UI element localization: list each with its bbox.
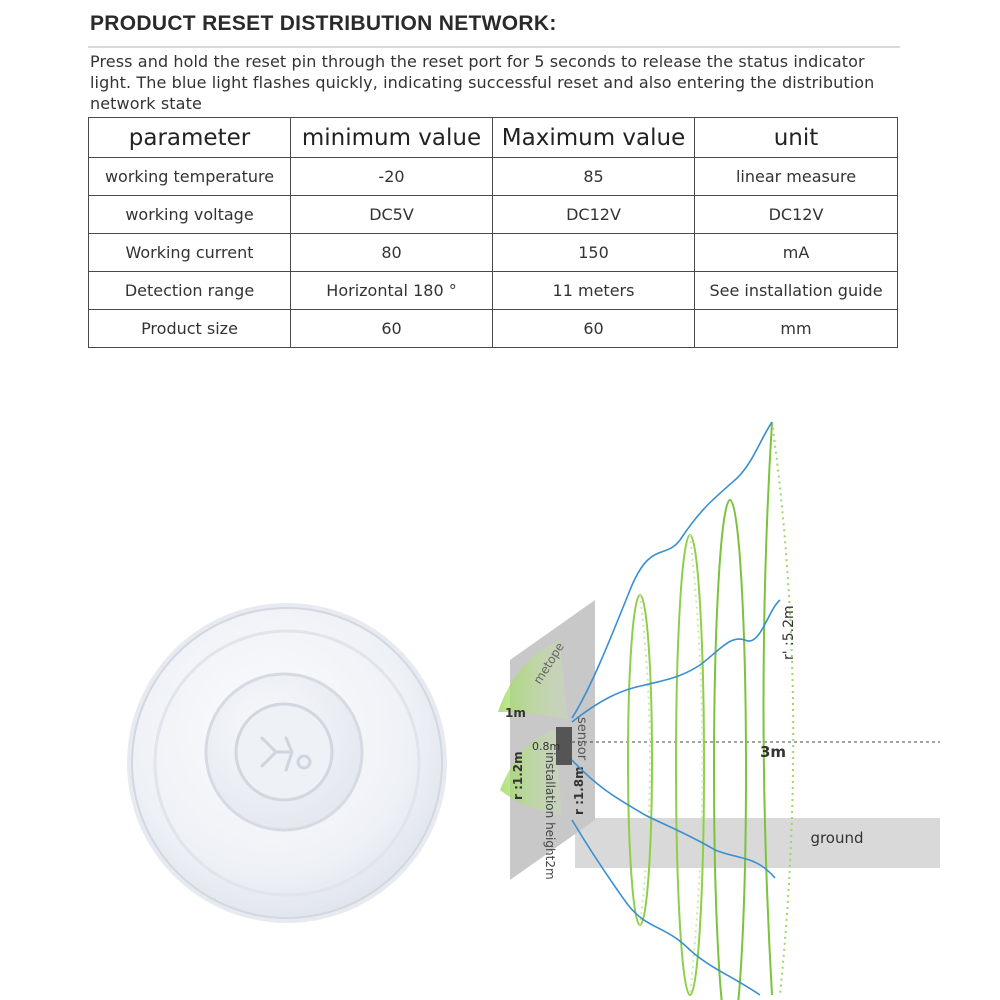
sensor-label: sensor — [574, 717, 589, 761]
table-cell: working voltage — [89, 196, 291, 234]
table-row — [89, 272, 898, 310]
header-parameter: parameter — [89, 118, 291, 158]
table-cell: working temperature — [89, 158, 291, 196]
table-row — [89, 234, 898, 272]
table-cell: See installation guide — [695, 272, 898, 310]
reset-description: Press and hold the reset pin through the reset port for 5 seconds to release the status indicator light. The blue light flashes quickly, indicating successful reset and also entering the distribution network state — [90, 52, 875, 113]
table-row — [89, 310, 898, 348]
cone-ring-2 — [676, 535, 704, 995]
wave-upper-outer — [572, 422, 772, 718]
table-cell: mA — [695, 234, 898, 272]
cone-ring-4-back — [772, 422, 793, 995]
table-cell: DC12V — [493, 196, 695, 234]
table-cell: linear measure — [695, 158, 898, 196]
label-r-1-8m: r :1.8m — [572, 766, 586, 815]
table-cell: DC5V — [291, 196, 493, 234]
table-cell: 85 — [493, 158, 695, 196]
table-row — [89, 158, 898, 196]
header-unit: unit — [695, 118, 898, 158]
installation-height-label: installation height2m — [543, 752, 557, 880]
label-1m: 1m — [505, 706, 526, 720]
cone-ring-1 — [628, 595, 652, 925]
table-cell: -20 — [291, 158, 493, 196]
cone-ring-4-front — [764, 422, 773, 995]
detection-cones — [628, 422, 793, 1000]
table-cell: Product size — [89, 310, 291, 348]
title-divider — [88, 46, 900, 48]
table-cell: 11 meters — [493, 272, 695, 310]
table-cell: 80 — [291, 234, 493, 272]
page-title: PRODUCT RESET DISTRIBUTION NETWORK: — [90, 12, 557, 35]
sensor-device — [127, 603, 447, 923]
table-cell: Working current — [89, 234, 291, 272]
label-3m: 3m — [760, 743, 787, 761]
ground-label: ground — [810, 829, 864, 847]
table-cell: 60 — [291, 310, 493, 348]
table-header-row — [89, 118, 898, 158]
table-cell: Horizontal 180 ° — [291, 272, 493, 310]
label-0-8m: 0.8m — [532, 740, 561, 753]
header-minimum: minimum value — [291, 118, 493, 158]
header-maximum: Maximum value — [493, 118, 695, 158]
table-cell: Detection range — [89, 272, 291, 310]
table-row — [89, 196, 898, 234]
table-cell: mm — [695, 310, 898, 348]
table-cell: 150 — [493, 234, 695, 272]
table-cell: 60 — [493, 310, 695, 348]
wall-label: metope — [530, 640, 567, 687]
detection-diagram — [0, 380, 1000, 1000]
table-cell: DC12V — [695, 196, 898, 234]
cone-ring-3 — [714, 500, 746, 1000]
spec-table — [88, 117, 898, 348]
label-r-5-2m: r' :5.2m — [781, 605, 797, 660]
label-r-1-2m: r :1.2m — [511, 751, 525, 800]
